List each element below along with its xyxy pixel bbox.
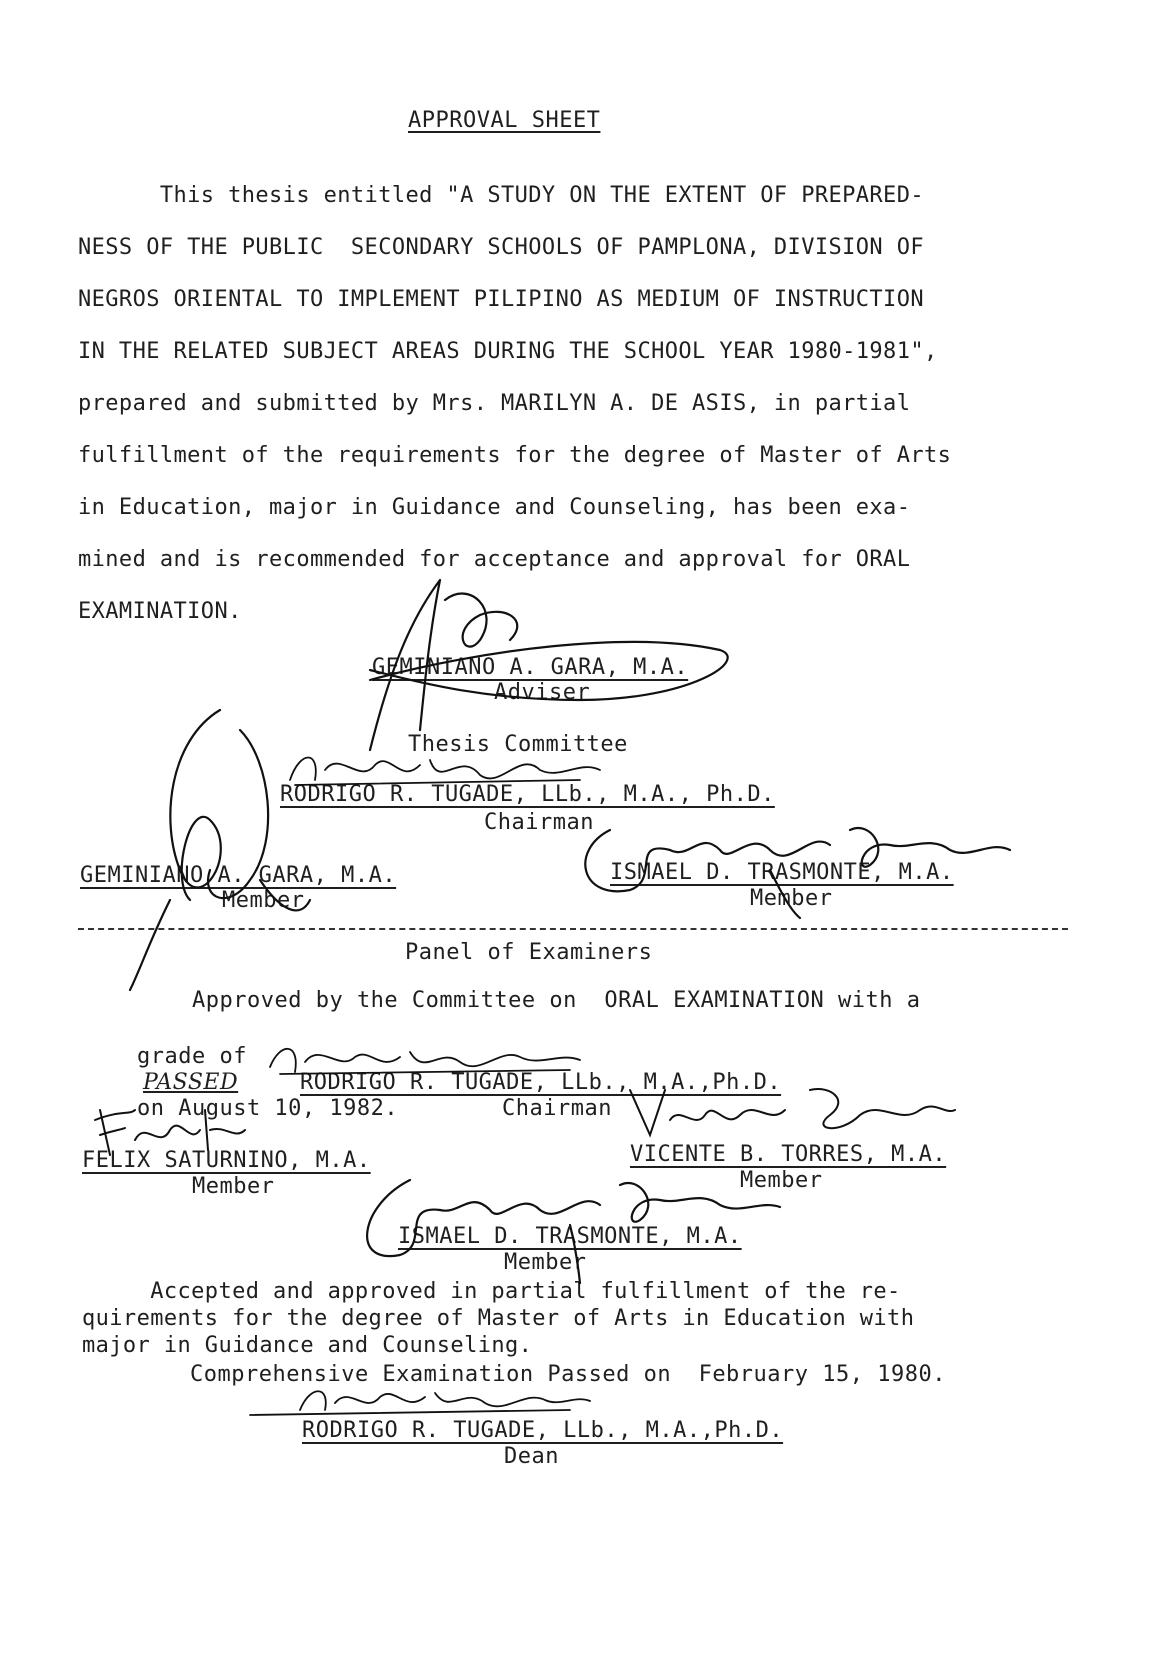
acceptance-line: quirements for the degree of Master of Arts in Education with	[82, 1306, 915, 1331]
intro-line: IN THE RELATED SUBJECT AREAS DURING THE SCHOOL YEAR 1980-1981",	[78, 339, 938, 364]
intro-line: prepared and submitted by Mrs. MARILYN A. DE ASIS, in partial	[78, 391, 911, 416]
grade-value: PASSED	[142, 1070, 239, 1095]
comprehensive-exam-line: Comprehensive Examination Passed on February 15, 1980.	[190, 1362, 946, 1387]
committee-member-right-role: Member	[750, 886, 833, 911]
panel-chairman-signature	[260, 1032, 600, 1082]
panel-member-right-name: VICENTE B. TORRES, M.A.	[630, 1142, 947, 1167]
panel-member-left-name: FELIX SATURNINO, M.A.	[82, 1148, 371, 1173]
panel-chairman-name: RODRIGO R. TUGADE, LLb., M.A.,Ph.D.	[300, 1070, 782, 1095]
intro-line: in Education, major in Guidance and Counseling, has been exa-	[78, 495, 911, 520]
panel-member-center-signature	[340, 1165, 800, 1285]
panel-member-left-role: Member	[192, 1174, 275, 1199]
committee-member-left-role: Member	[222, 888, 305, 913]
adviser-signature	[330, 560, 750, 760]
dean-role: Dean	[504, 1444, 559, 1469]
thesis-committee-heading: Thesis Committee	[408, 732, 628, 757]
intro-line: NESS OF THE PUBLIC SECONDARY SCHOOLS OF PAMPLONA, DIVISION OF	[78, 235, 924, 260]
acceptance-line: Accepted and approved in partial fulfillment of the re-	[82, 1279, 901, 1304]
grade-suffix: on August 10, 1982.	[136, 1096, 399, 1121]
panel-heading: Panel of Examiners	[405, 940, 653, 965]
intro-line: mined and is recommended for acceptance and approval for ORAL	[78, 547, 911, 572]
committee-member-right-signature	[570, 810, 1030, 920]
intro-line: EXAMINATION.	[78, 599, 242, 624]
adviser-name: GEMINIANO A. GARA, M.A.	[372, 655, 689, 680]
committee-chairman-role: Chairman	[484, 810, 594, 835]
committee-member-left-signature	[110, 700, 310, 1000]
page-title: APPROVAL SHEET	[408, 108, 601, 133]
dean-name: RODRIGO R. TUGADE, LLb., M.A.,Ph.D.	[302, 1418, 784, 1443]
intro-line: fulfillment of the requirements for the degree of Master of Arts	[78, 443, 952, 468]
intro-line: This thesis entitled "A STUDY ON THE EXTENT OF PREPARED-	[78, 183, 924, 208]
panel-member-right-signature	[620, 1080, 960, 1150]
panel-member-left-signature	[90, 1100, 250, 1160]
panel-approval-line: Approved by the Committee on ORAL EXAMINATION with a	[192, 988, 921, 1013]
panel-member-right-role: Member	[740, 1168, 823, 1193]
acceptance-line: major in Guidance and Counseling.	[82, 1333, 533, 1358]
committee-chairman-signature	[280, 740, 620, 800]
grade-prefix: grade of	[136, 1044, 247, 1069]
acceptance-paragraph	[82, 1278, 1072, 1359]
panel-chairman-role: Chairman	[502, 1096, 612, 1121]
adviser-role: Adviser	[494, 680, 591, 705]
panel-member-center-role: Member	[504, 1250, 587, 1275]
panel-member-center-name: ISMAEL D. TRASMONTE, M.A.	[398, 1224, 742, 1249]
committee-member-left-name: GEMINIANO A. GARA, M.A.	[80, 863, 397, 888]
committee-chairman-name: RODRIGO R. TUGADE, LLb., M.A., Ph.D.	[280, 782, 775, 807]
committee-member-right-name: ISMAEL D. TRASMONTE, M.A.	[610, 860, 954, 885]
intro-line: NEGROS ORIENTAL TO IMPLEMENT PILIPINO AS MEDIUM OF INSTRUCTION	[78, 287, 924, 312]
dean-signature	[240, 1375, 620, 1425]
